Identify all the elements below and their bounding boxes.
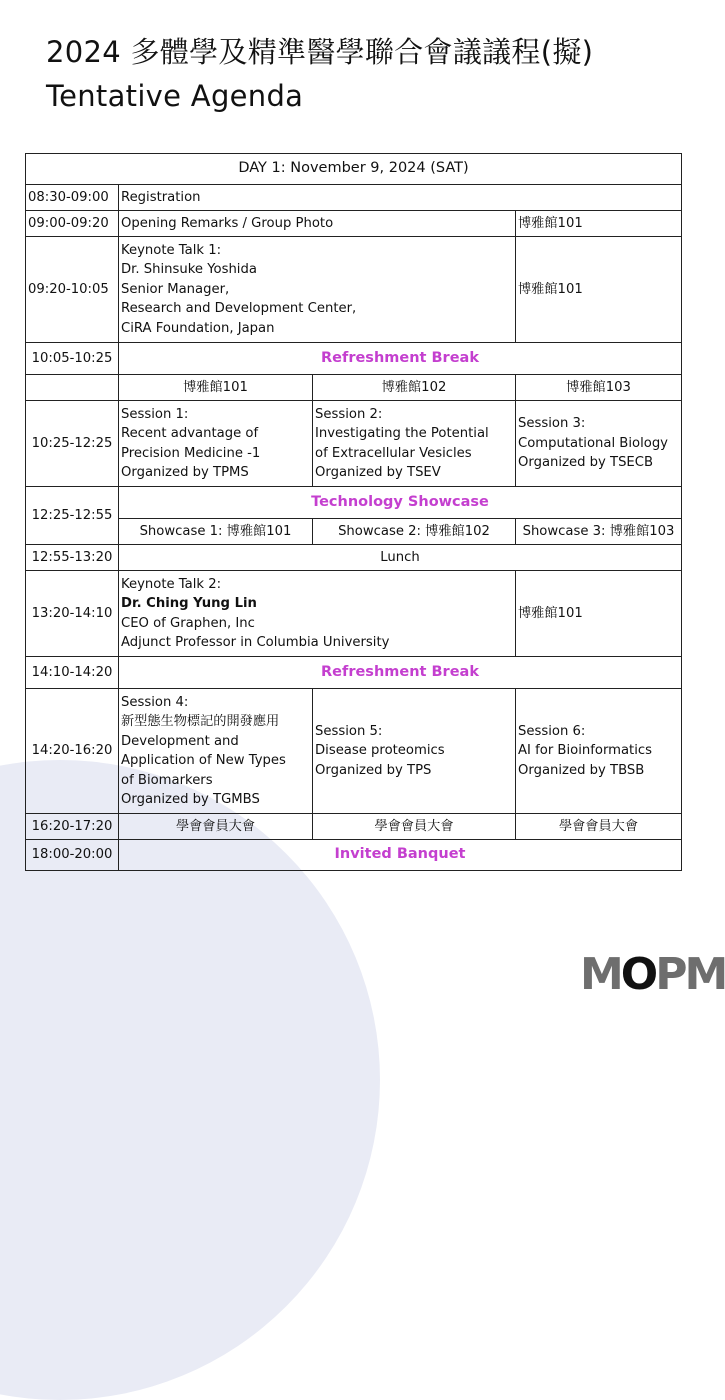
assembly-cell: 學會會員大會: [119, 814, 313, 840]
day-header: DAY 1: November 9, 2024 (SAT): [26, 154, 682, 185]
session-4-cell: [119, 689, 313, 814]
time-cell: 18:00-20:00: [26, 840, 119, 871]
showcase-2-cell: Showcase 2: 博雅館102: [313, 519, 516, 545]
time-cell: 14:20-16:20: [26, 689, 119, 814]
empty-cell: [26, 375, 119, 401]
table-row: [26, 840, 682, 871]
venue-cell: 博雅館101: [516, 211, 682, 237]
speaker-affiliation: Research and Development Center,: [121, 301, 357, 317]
page-title: [46, 30, 593, 118]
session-topic: Recent advantage of: [121, 426, 259, 441]
time-cell: 16:20-17:20: [26, 814, 119, 840]
venue-header-103: 博雅館103: [516, 375, 682, 401]
time-cell: 10:05-10:25: [26, 343, 119, 375]
session-topic: of Biomarkers: [121, 772, 213, 788]
session-topic: Development and: [121, 733, 239, 749]
session-label: Session 1:: [121, 406, 189, 422]
session-organizer: Organized by TSEV: [315, 465, 441, 480]
keynote-2-cell: [119, 571, 516, 657]
speaker-affiliation: Adjunct Professor in Columbia University: [121, 635, 390, 650]
logo-letter: PM: [655, 949, 725, 1000]
refreshment-break-2: Refreshment Break: [119, 657, 682, 689]
time-cell: 10:25-12:25: [26, 401, 119, 487]
session-topic: Precision Medicine -1: [121, 445, 261, 461]
time-cell: 14:10-14:20: [26, 657, 119, 689]
table-row: [26, 211, 682, 237]
session-topic: Disease proteomics: [315, 743, 445, 759]
session-3-cell: [516, 401, 682, 487]
session-1-cell: [119, 401, 313, 487]
time-cell: 13:20-14:10: [26, 571, 119, 657]
venue-cell: 博雅館101: [516, 237, 682, 343]
table-row: [26, 343, 682, 375]
showcase-1-cell: Showcase 1: 博雅館101: [119, 519, 313, 545]
mopm-logo: [580, 949, 725, 1000]
session-label: Session 2:: [315, 406, 383, 422]
venue-header-102: 博雅館102: [313, 375, 516, 401]
title-chinese: 2024 多體學及精準醫學聯合會議議程(擬): [46, 35, 594, 69]
session-5-cell: [313, 689, 516, 814]
table-row: [26, 814, 682, 840]
table-row: [26, 401, 682, 487]
session-topic: of Extracellular Vesicles: [315, 445, 472, 461]
venue-header-101: 博雅館101: [119, 375, 313, 401]
session-topic: AI for Bioinformatics: [518, 743, 653, 759]
session-label: Session 4:: [121, 694, 189, 710]
session-label: Session 6:: [518, 723, 586, 739]
session-organizer: Organized by TSECB: [518, 455, 654, 471]
session-topic: Application of New Types: [121, 753, 286, 768]
venue-header-row: [26, 375, 682, 401]
session-label: Session 3:: [518, 416, 586, 432]
logo-letter: O: [620, 949, 656, 1000]
session-organizer: Organized by TPS: [315, 762, 432, 778]
day-header-row: [26, 154, 682, 185]
table-row: [26, 689, 682, 814]
speaker-name: Dr. Ching Yung Lin: [121, 596, 257, 611]
table-row: [26, 657, 682, 689]
showcase-3-cell: Showcase 3: 博雅館103: [516, 519, 682, 545]
session-topic-chinese: 新型態生物標記的開發應用: [121, 714, 280, 729]
session-2-cell: [313, 401, 516, 487]
keynote-label: Keynote Talk 2:: [121, 576, 222, 592]
time-cell: 12:55-13:20: [26, 545, 119, 571]
speaker-title: Senior Manager,: [121, 281, 230, 297]
keynote-1-cell: [119, 237, 516, 343]
session-topic: Investigating the Potential: [315, 426, 489, 441]
event-cell: Registration: [119, 185, 682, 211]
session-organizer: Organized by TPMS: [121, 465, 249, 480]
agenda-table: [25, 153, 682, 871]
invited-banquet: Invited Banquet: [119, 840, 682, 871]
refreshment-break-1: Refreshment Break: [119, 343, 682, 375]
table-row: [26, 185, 682, 211]
speaker-organization: CiRA Foundation, Japan: [121, 320, 275, 336]
assembly-cell: 學會會員大會: [516, 814, 682, 840]
session-label: Session 5:: [315, 723, 383, 739]
table-row: [26, 519, 682, 545]
table-row: [26, 487, 682, 519]
technology-showcase-title: Technology Showcase: [119, 487, 682, 519]
venue-cell: 博雅館101: [516, 571, 682, 657]
session-organizer: Organized by TGMBS: [121, 792, 260, 807]
table-row: [26, 571, 682, 657]
logo-letter: M: [580, 949, 621, 1000]
time-cell: 09:20-10:05: [26, 237, 119, 343]
session-topic: Computational Biology: [518, 435, 668, 451]
time-cell: 12:25-12:55: [26, 487, 119, 545]
table-row: [26, 237, 682, 343]
speaker-name: Dr. Shinsuke Yoshida: [121, 262, 257, 278]
lunch-cell: Lunch: [119, 545, 682, 571]
time-cell: 08:30-09:00: [26, 185, 119, 211]
keynote-label: Keynote Talk 1:: [121, 242, 222, 258]
session-6-cell: [516, 689, 682, 814]
event-cell: Opening Remarks / Group Photo: [119, 211, 516, 237]
table-row: [26, 545, 682, 571]
session-organizer: Organized by TBSB: [518, 762, 645, 778]
assembly-cell: 學會會員大會: [313, 814, 516, 840]
speaker-title: CEO of Graphen, Inc: [121, 615, 255, 631]
time-cell: 09:00-09:20: [26, 211, 119, 237]
title-english: Tentative Agenda: [46, 79, 304, 113]
